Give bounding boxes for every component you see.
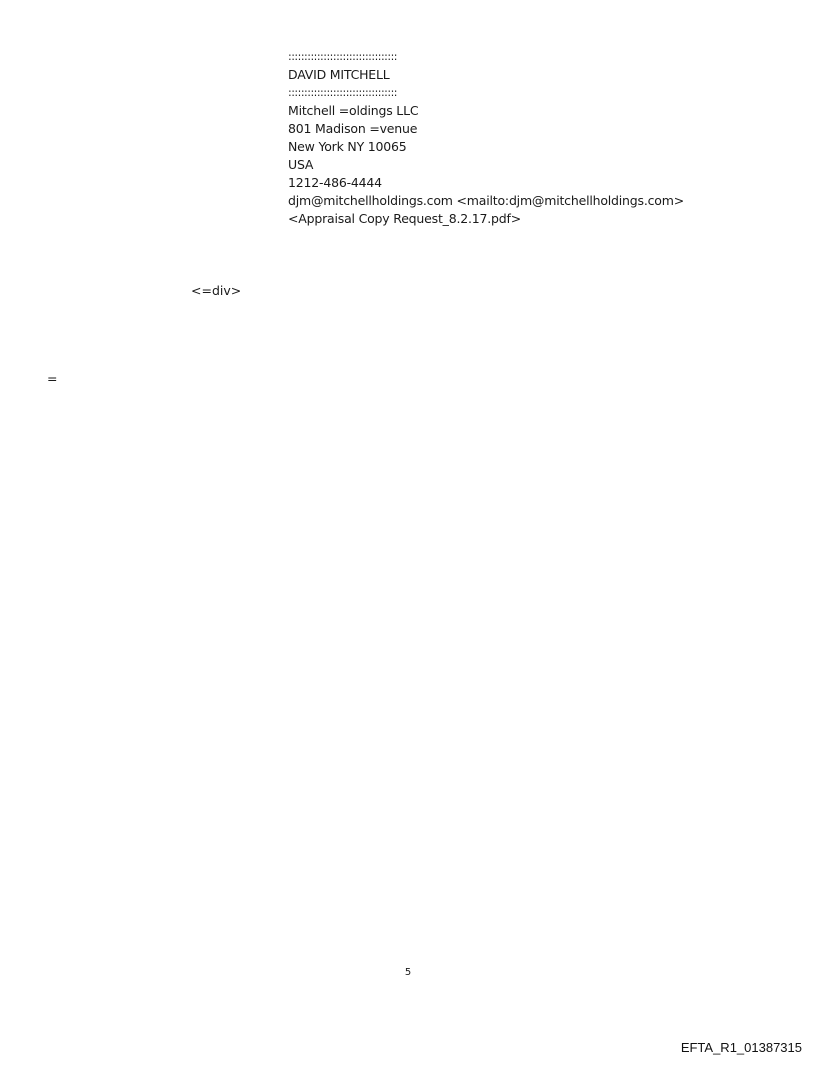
- attachment-filename: <Appraisal Copy Request_8.2.17.pdf>: [288, 211, 521, 226]
- email-signature-block: [288, 48, 788, 228]
- signature-address-line2: New York NY 10065: [288, 139, 407, 154]
- stray-equals-sign: =: [47, 371, 58, 386]
- signature-separator-bottom: ::::::::::::::::::::::::::::::::::: [288, 86, 398, 99]
- signature-company: Mitchell =oldings LLC: [288, 103, 419, 118]
- closing-div-tag-text: <=div>: [191, 283, 242, 298]
- signature-country: USA: [288, 157, 314, 172]
- signature-separator-top: ::::::::::::::::::::::::::::::::::: [288, 50, 398, 63]
- bates-number: EFTA_R1_01387315: [680, 1040, 802, 1055]
- signature-email: djm@mitchellholdings.com <mailto:djm@mitchellholdings.com>: [288, 193, 684, 208]
- page-number: 5: [404, 967, 412, 978]
- signature-address-line1: 801 Madison =venue: [288, 121, 418, 136]
- signature-phone: 1212-486-4444: [288, 175, 382, 190]
- signature-name: DAVID MITCHELL: [288, 67, 390, 82]
